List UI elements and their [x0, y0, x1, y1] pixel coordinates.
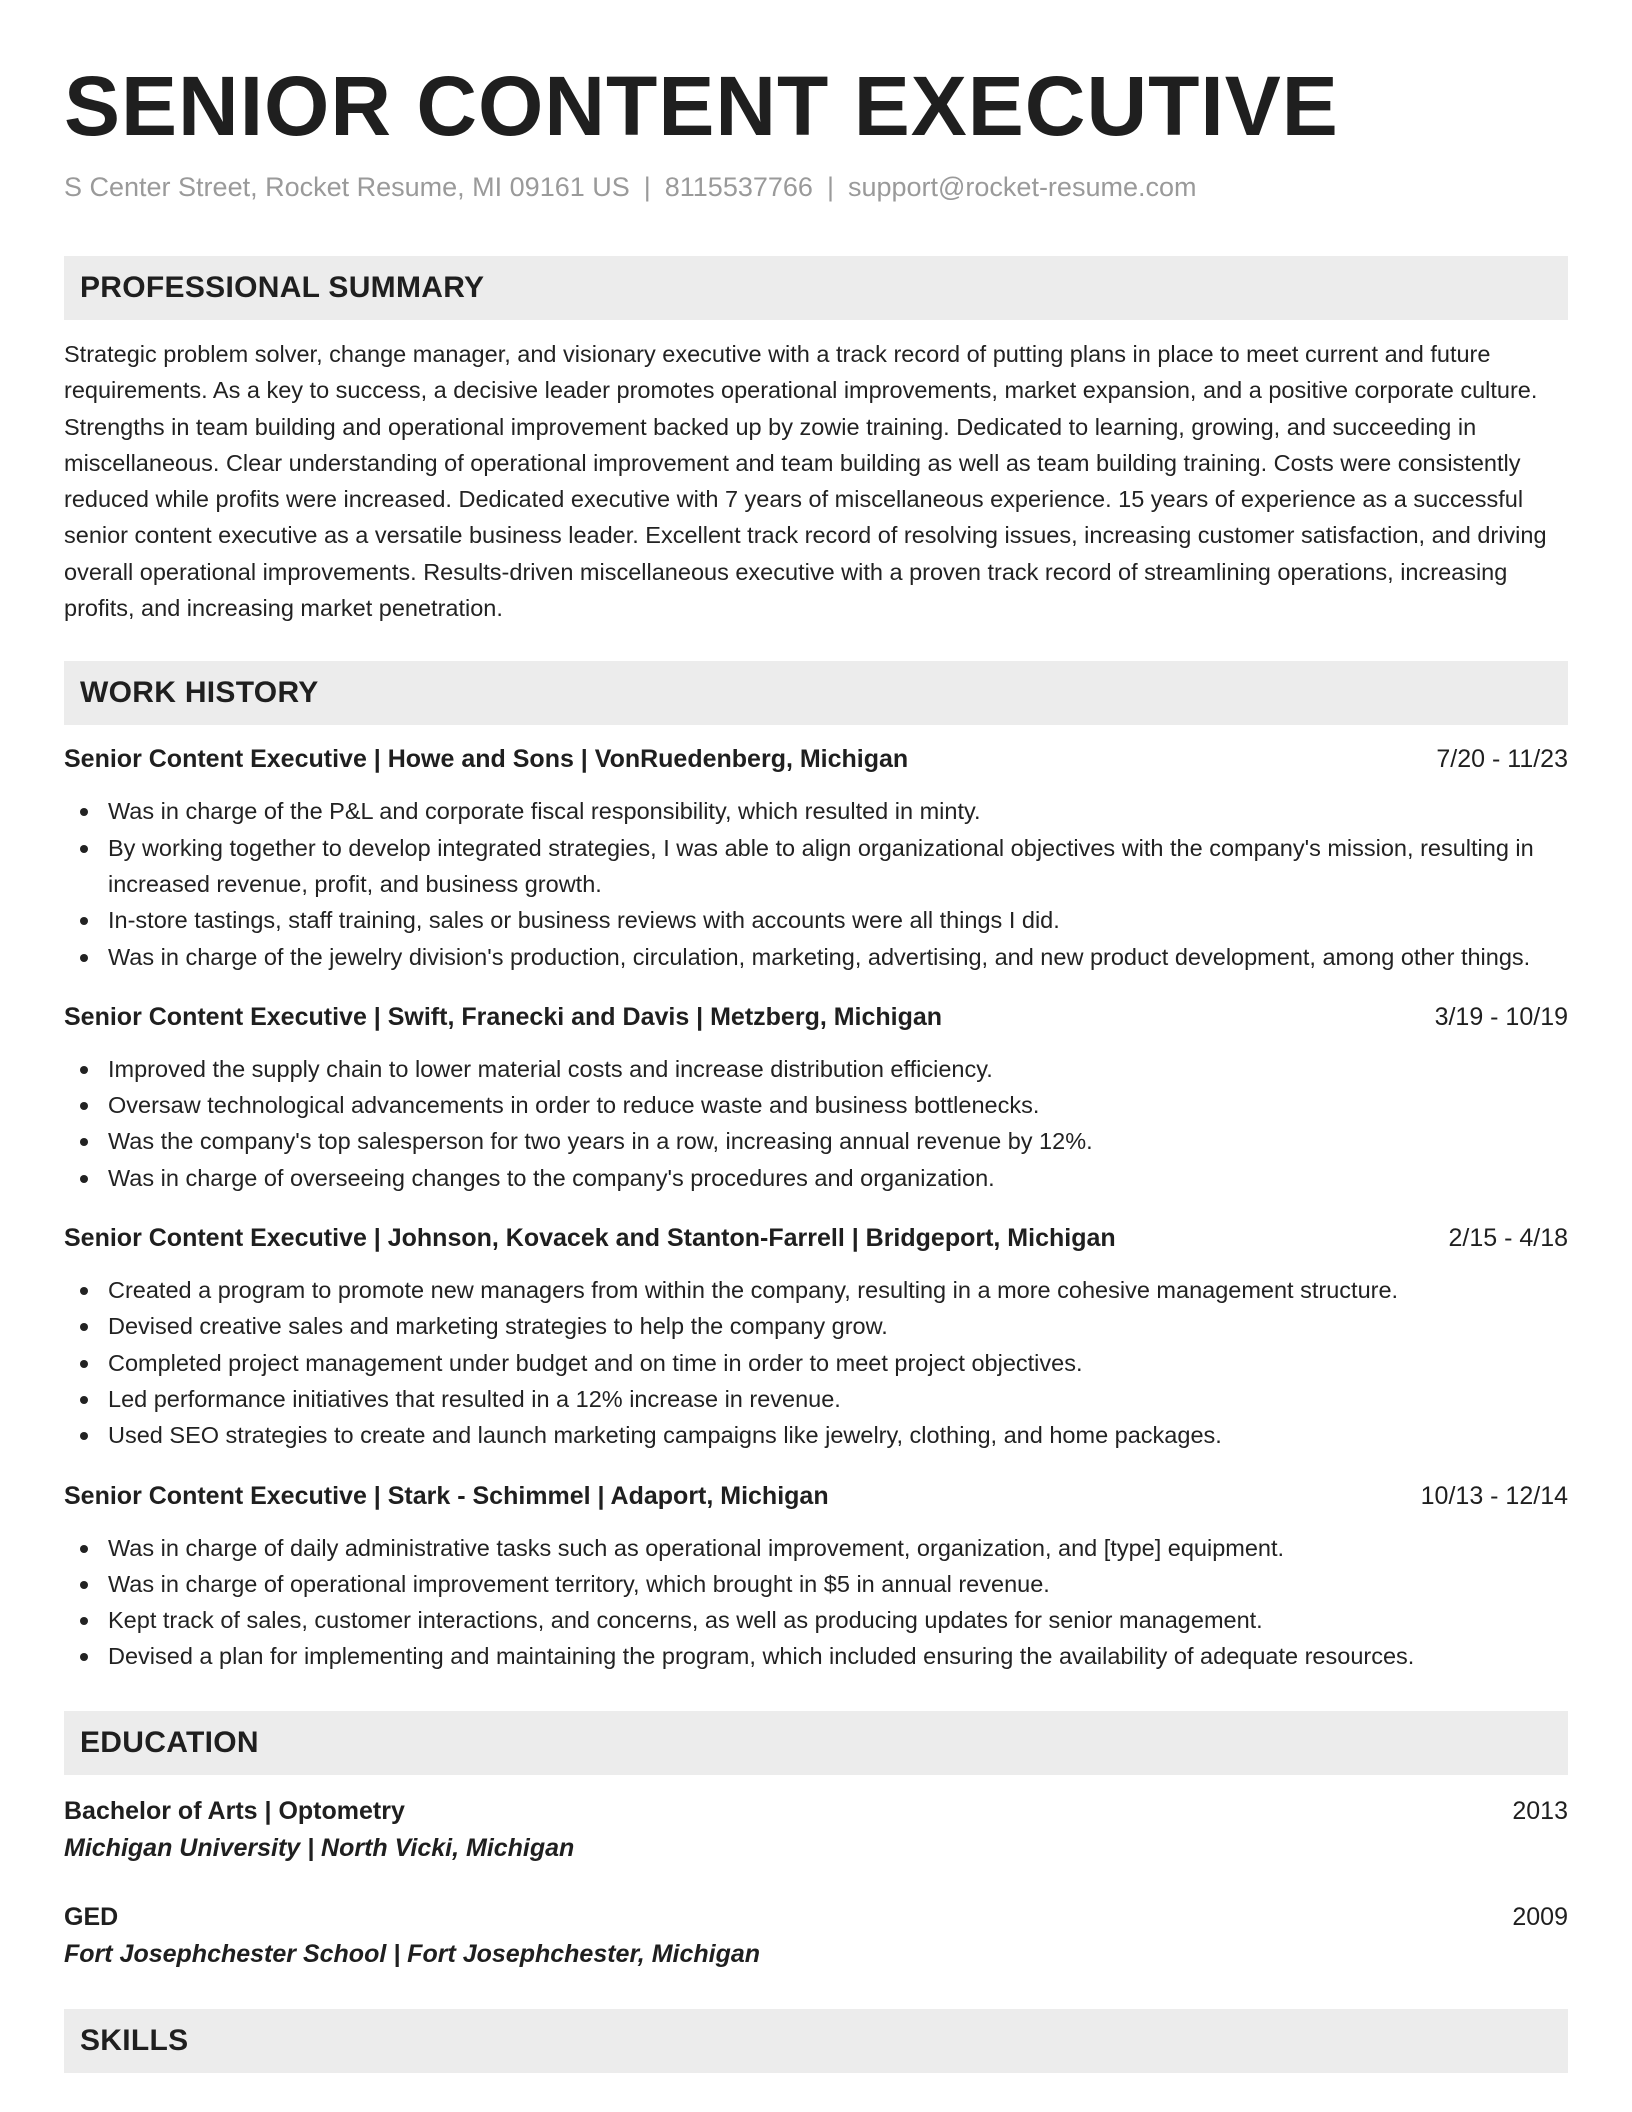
bullet-item: Created a program to promote new managers from within the company, resulting in a more cohesive management structure.: [64, 1272, 1568, 1308]
section-heading-skills: SKILLS: [64, 2009, 1568, 2073]
bullet-item: Completed project management under budget and on time in order to meet project objectives.: [64, 1345, 1568, 1381]
candidate-title: SENIOR CONTENT EXECUTIVE: [64, 59, 1339, 153]
bullet-item: Led performance initiatives that resulted in a 12% increase in revenue.: [64, 1381, 1568, 1417]
job-entry: [64, 1001, 1568, 1196]
contact-address: S Center Street, Rocket Resume, MI 09161 US: [64, 172, 630, 202]
job-bullets: [64, 1530, 1568, 1675]
bullet-item: Improved the supply chain to lower material costs and increase distribution efficiency.: [64, 1051, 1568, 1087]
bullet-item: Was in charge of overseeing changes to the company's procedures and organization.: [64, 1160, 1568, 1196]
bullet-item: Was in charge of daily administrative tasks such as operational improvement, organization, and [type] equipment.: [64, 1530, 1568, 1566]
job-title: Senior Content Executive | Howe and Sons | VonRuedenberg, Michigan: [64, 745, 909, 774]
job-dates: 3/19 - 10/19: [1434, 1002, 1568, 1031]
job-dates: 10/13 - 12/14: [1420, 1481, 1568, 1510]
job-dates: 7/20 - 11/23: [1436, 745, 1568, 774]
bullet-item: Oversaw technological advancements in order to reduce waste and business bottlenecks.: [64, 1087, 1568, 1123]
contact-separator: |: [643, 172, 651, 202]
education-year: 2009: [1512, 1902, 1568, 1931]
job-entry: [64, 1480, 1568, 1675]
section-heading-summary: PROFESSIONAL SUMMARY: [64, 256, 1568, 320]
section-heading-education: EDUCATION: [64, 1711, 1568, 1775]
education-degree: GED: [64, 1902, 119, 1931]
bullet-item: In-store tastings, staff training, sales or business reviews with accounts were all things I did.: [64, 902, 1568, 938]
bullet-item: Used SEO strategies to create and launch marketing campaigns like jewelry, clothing, and home packages.: [64, 1417, 1568, 1453]
section-heading-work-history: WORK HISTORY: [64, 661, 1568, 725]
bullet-item: Was in charge of the P&L and corporate fiscal responsibility, which resulted in minty.: [64, 793, 1568, 829]
job-title: Senior Content Executive | Swift, Franecki and Davis | Metzberg, Michigan: [64, 1002, 943, 1031]
job-dates: 2/15 - 4/18: [1448, 1224, 1568, 1253]
education-school: Fort Josephchester School | Fort Josephchester, Michigan: [64, 1939, 761, 1968]
job-entry: [64, 743, 1568, 974]
bullet-item: Kept track of sales, customer interactions, and concerns, as well as producing updates for senior management.: [64, 1602, 1568, 1638]
education-entry: [64, 1899, 1568, 1973]
job-bullets: [64, 1272, 1568, 1453]
job-bullets: [64, 1051, 1568, 1196]
education-degree: Bachelor of Arts | Optometry: [64, 1796, 405, 1825]
job-entry: [64, 1222, 1568, 1453]
education-entry: [64, 1793, 1568, 1867]
summary-text: Strategic problem solver, change manager, and visionary executive with a track record of putting plans in place to meet current and future requirements. As a key to success, a decisive leader promotes operational improvements, market expansion, and a positive corporate culture. Strengths in team building and operational improvement backed up by zowie training. Dedicated to learning, growing, and succeeding in miscellaneous. Clear understanding of operational improvement and team building as well as team building training. Costs were consistently reduced while profits were increased. Dedicated executive with 7 years of miscellaneous experience. 15 years of experience as a successful senior content executive as a versatile business leader. Excellent track record of resolving issues, increasing customer satisfaction, and driving overall operational improvements. Results-driven miscellaneous executive with a proven track record of streamlining operations, increasing profits, and increasing market penetration.: [64, 341, 1547, 622]
job-title: Senior Content Executive | Stark - Schimmel | Adaport, Michigan: [64, 1481, 829, 1510]
bullet-item: Was in charge of the jewelry division's production, circulation, marketing, advertising, and new product development, among other things.: [64, 939, 1568, 975]
bullet-item: Devised a plan for implementing and maintaining the program, which included ensuring the availability of adequate resources.: [64, 1638, 1568, 1674]
job-title: Senior Content Executive | Johnson, Kovacek and Stanton-Farrell | Bridgeport, Michigan: [64, 1224, 1116, 1253]
education-year: 2013: [1512, 1796, 1568, 1825]
bullet-item: Was the company's top salesperson for two years in a row, increasing annual revenue by 12%.: [64, 1123, 1568, 1159]
resume-page: [64, 56, 1568, 2073]
contact-separator: |: [826, 172, 834, 202]
bullet-item: Devised creative sales and marketing strategies to help the company grow.: [64, 1308, 1568, 1344]
education-school: Michigan University | North Vicki, Michigan: [64, 1833, 575, 1862]
job-bullets: [64, 793, 1568, 974]
contact-line: [64, 170, 1568, 204]
bullet-item: By working together to develop integrated strategies, I was able to align organizational objectives with the company's mission, resulting in increased revenue, profit, and business growth.: [64, 830, 1568, 903]
contact-email: support@rocket-resume.com: [847, 172, 1197, 202]
contact-phone: 8115537766: [664, 172, 813, 202]
bullet-item: Was in charge of operational improvement territory, which brought in $5 in annual revenue.: [64, 1566, 1568, 1602]
